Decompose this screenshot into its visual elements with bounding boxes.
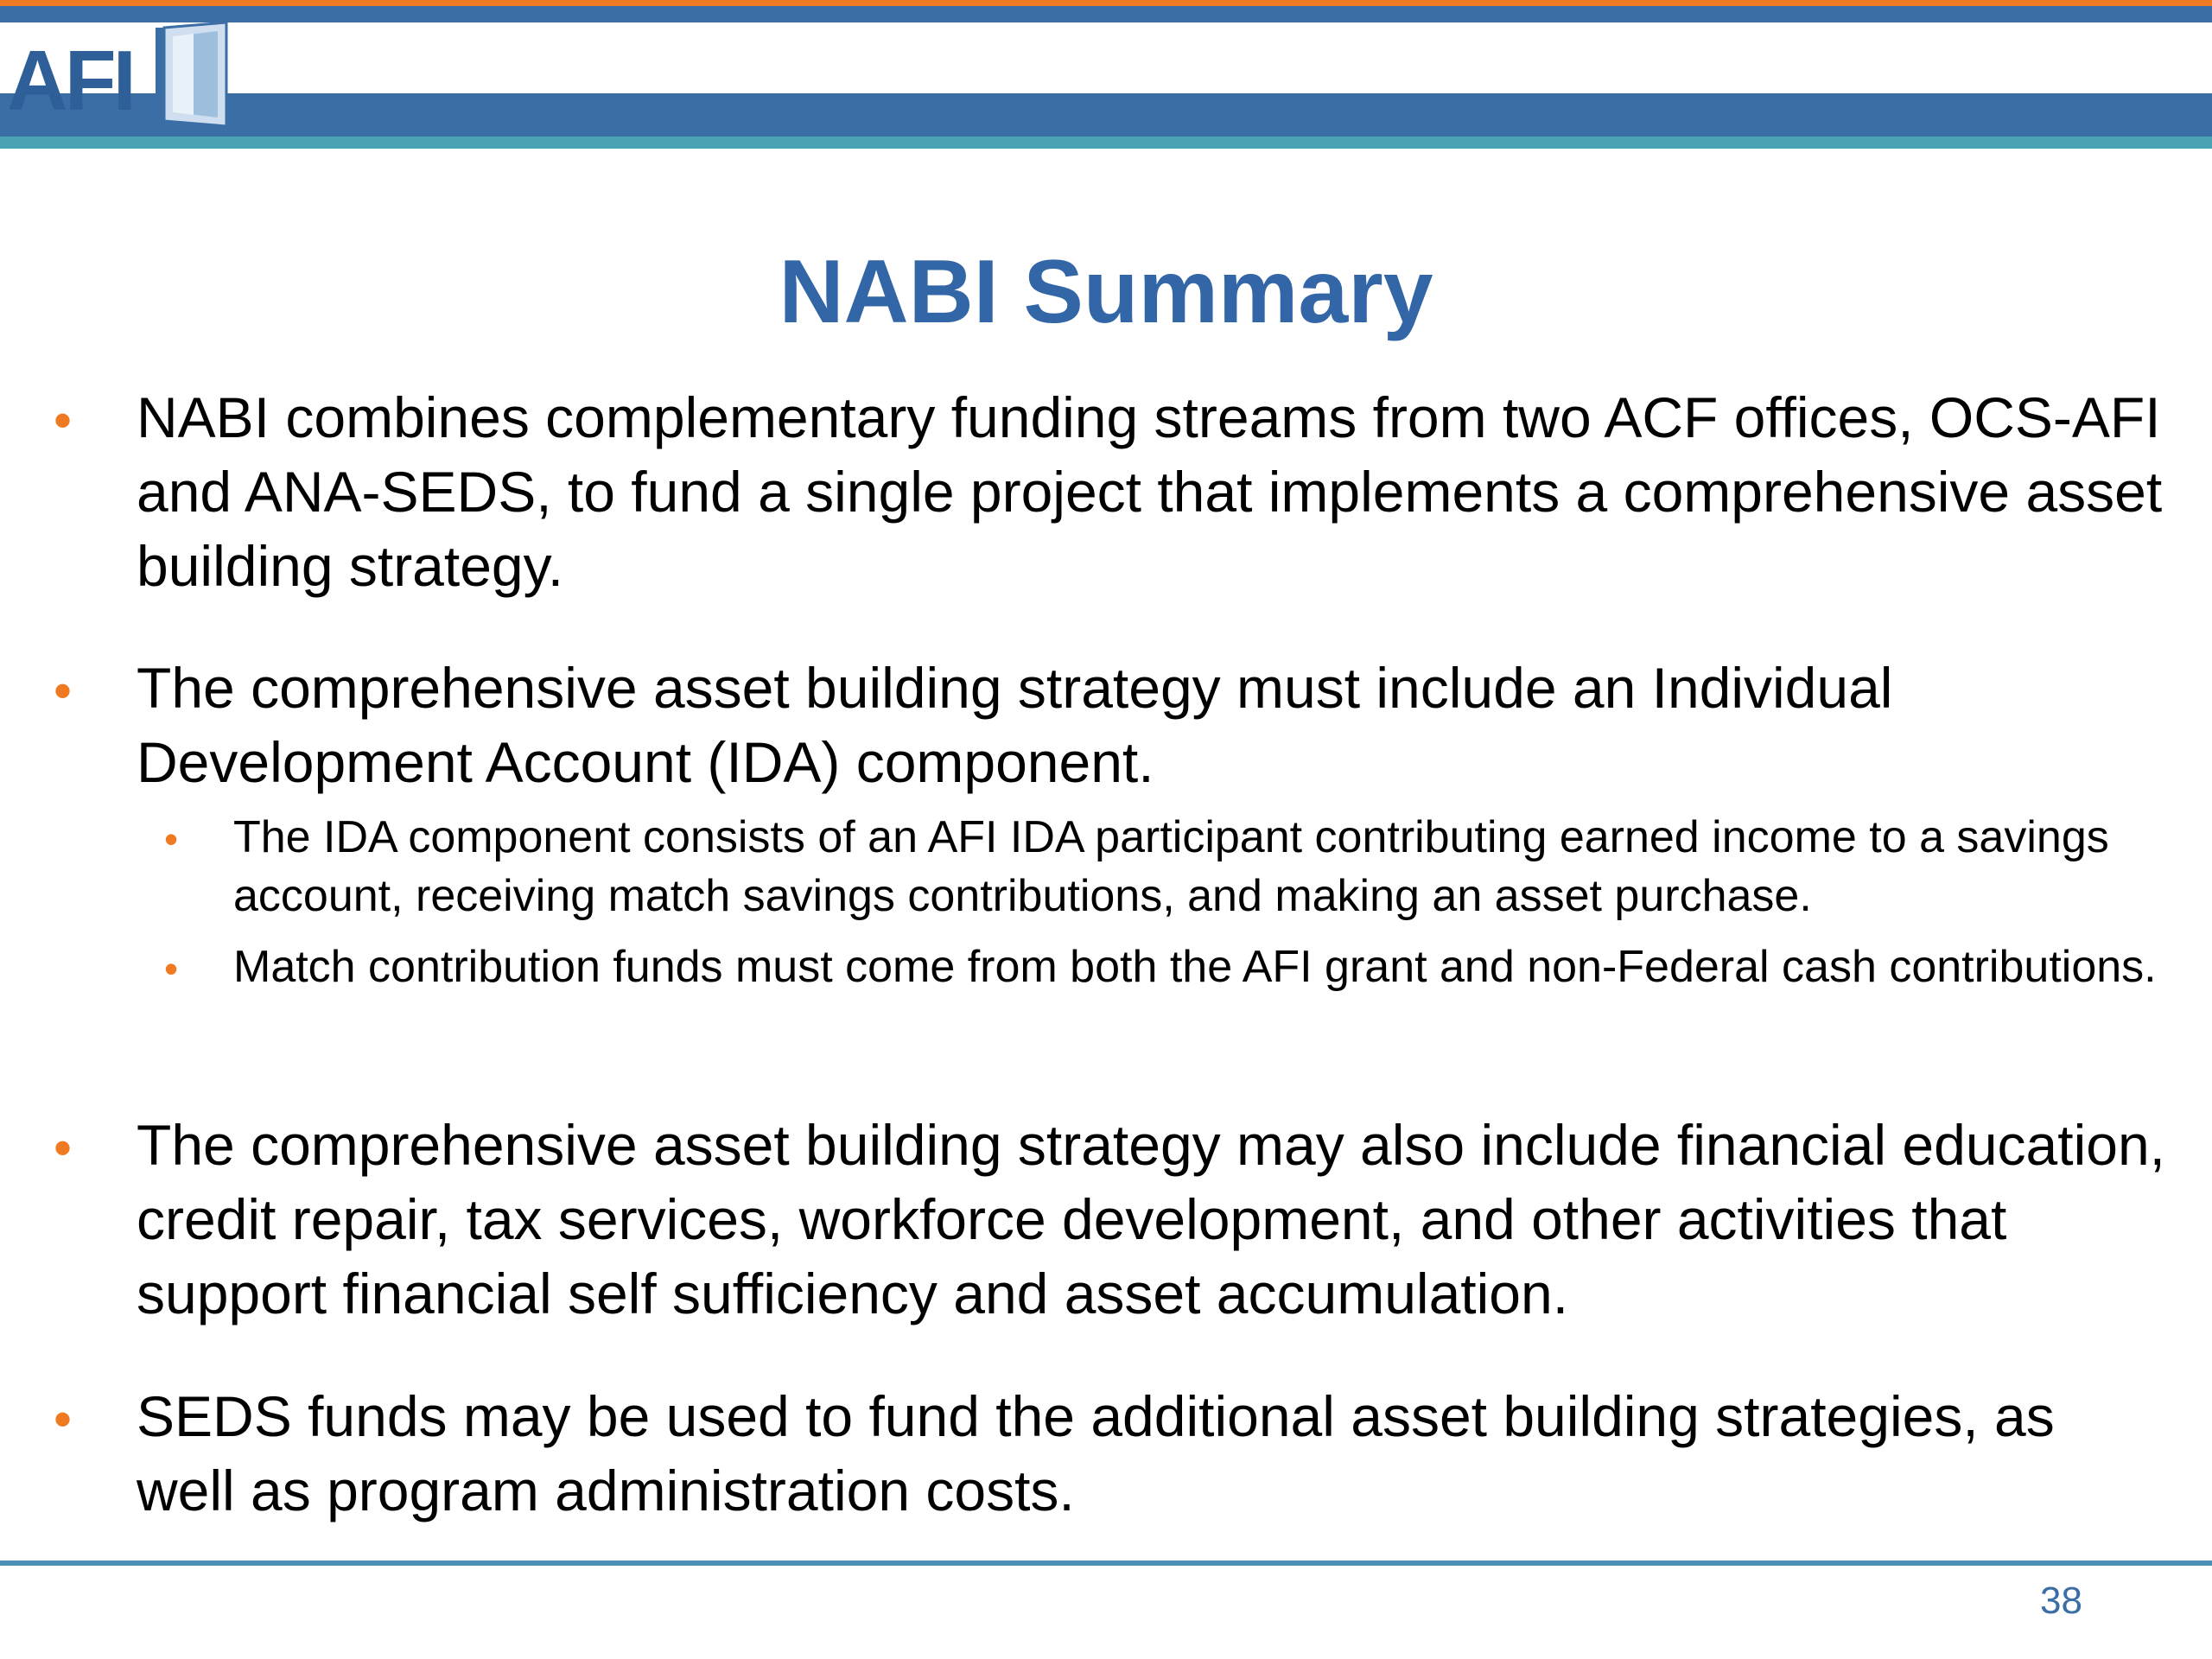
- page-number: 38: [2040, 1580, 2082, 1622]
- sub-bullet-dot-icon: •: [164, 946, 179, 991]
- footer-rule: [0, 1560, 2212, 1566]
- sub-bullet-text-1: The IDA component consists of an AFI IDA participant contributing earned income to a savings account, receiving match savings contributions, and making an asset purchase.: [233, 812, 2109, 921]
- header-band: [0, 93, 2212, 137]
- header-accent-rule: [0, 0, 2212, 6]
- header-teal-rule: [0, 137, 2212, 149]
- afi-logo: [0, 22, 238, 126]
- bullet-dot-icon: •: [54, 1390, 73, 1448]
- sub-bullet-dot-icon: •: [164, 817, 179, 861]
- door-icon: [154, 22, 232, 126]
- bullet-dot-icon: •: [54, 662, 73, 720]
- bullet-text-2: The comprehensive asset building strategy must include an Individual Development Account (IDA) component.: [137, 656, 1893, 794]
- sub-bullet-text-2: Match contribution funds must come from both the AFI grant and non-Federal cash contributions.: [233, 942, 2157, 992]
- bullet-dot-icon: •: [54, 391, 73, 449]
- header-top-band: [0, 6, 2212, 22]
- slide-title: NABI Summary: [779, 242, 1433, 342]
- bullet-text-1: NABI combines complementary funding streams from two ACF offices, OCS-AFI and ANA-SEDS, to fund a single project that implements a comprehensive asset building strategy.: [137, 385, 2163, 598]
- logo-text: AFI: [7, 33, 133, 128]
- bullet-text-4: SEDS funds may be used to fund the additional asset building strategies, as well as program administration costs.: [137, 1384, 2055, 1522]
- bullet-dot-icon: •: [54, 1119, 73, 1177]
- bullet-text-3: The comprehensive asset building strategy may also include financial education, credit repair, tax services, workforce development, and other activities that support financial self sufficiency and asset accumulation.: [137, 1113, 2165, 1325]
